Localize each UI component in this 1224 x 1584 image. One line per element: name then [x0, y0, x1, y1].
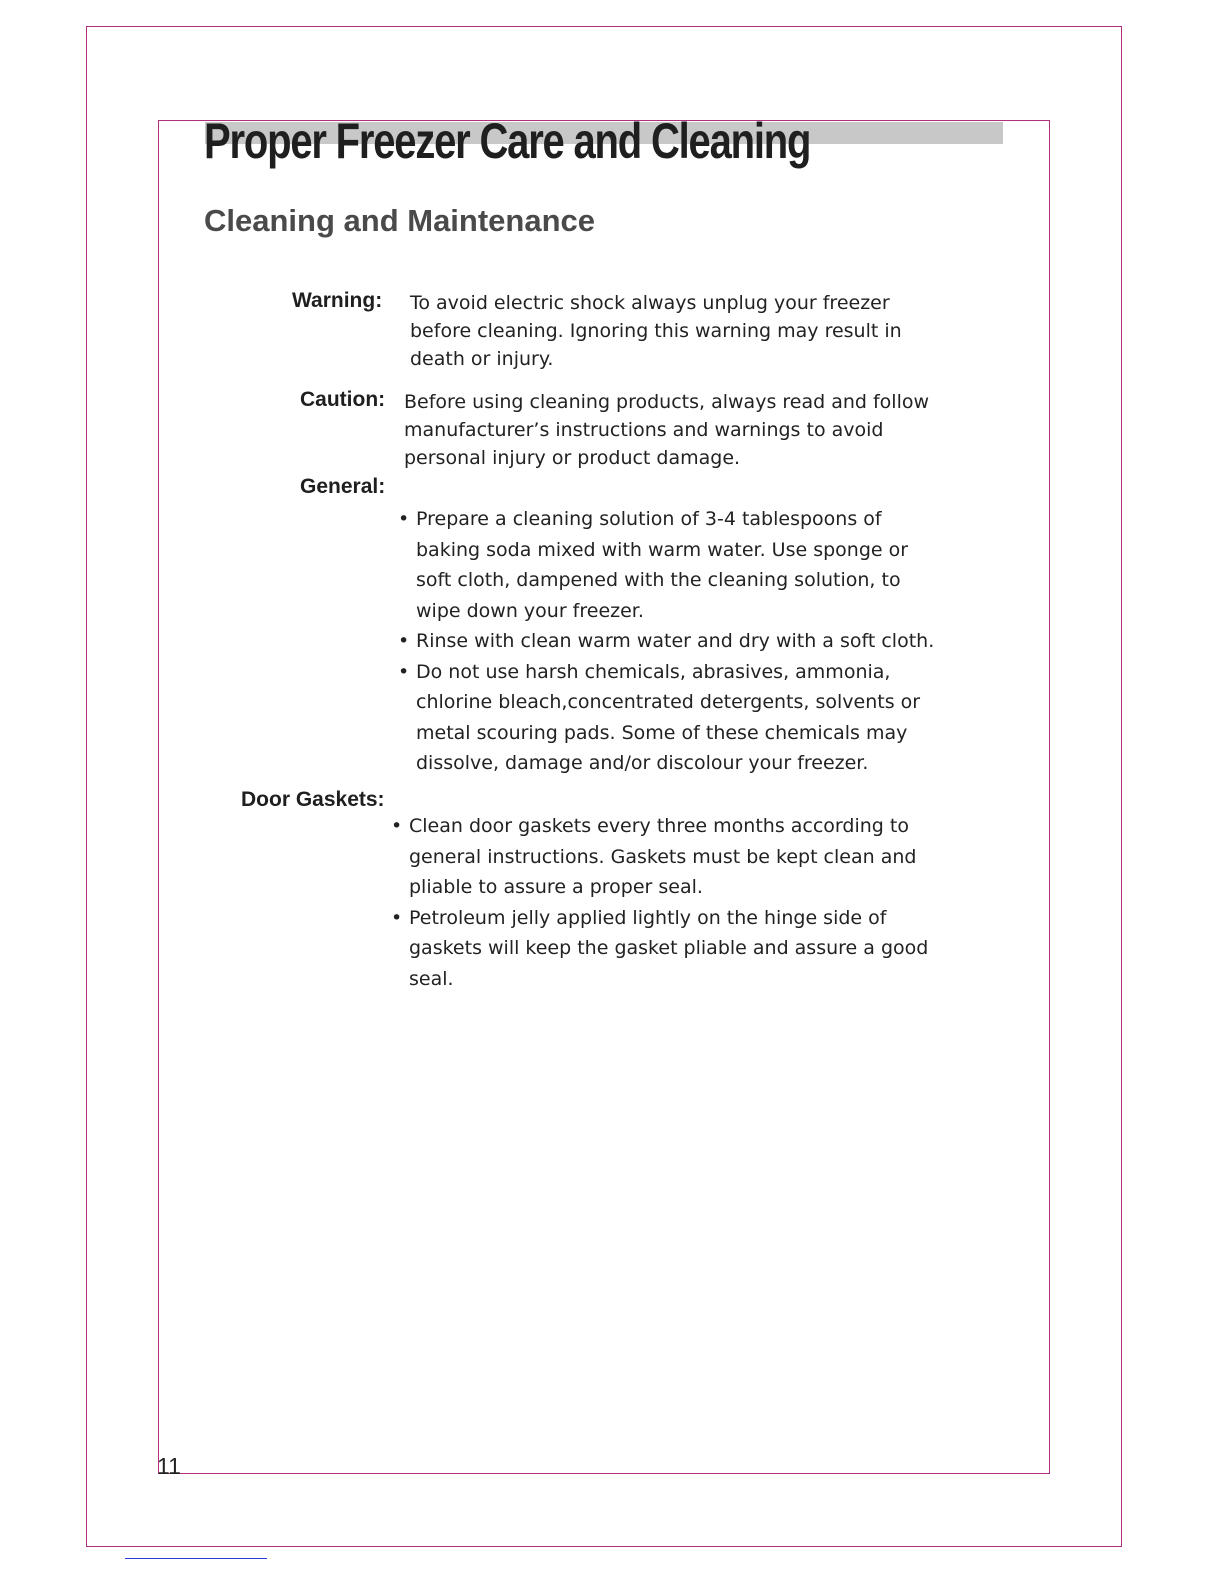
page-title: Proper Freezer Care and Cleaning [204, 113, 811, 169]
caution-text: Before using cleaning products, always read and follow manufacturer’s instructions and warnings to avoid personal injury or product damage. [404, 391, 930, 469]
list-item-text: Clean door gaskets every three months according to general instructions. Gaskets must be kept clean and pliable to assure a proper seal. [409, 815, 917, 898]
footer-divider [125, 1558, 267, 1559]
list-item-text: Rinse with clean warm water and dry with a soft cloth. [416, 630, 935, 652]
general-list [398, 504, 943, 779]
warning-text: To avoid electric shock always unplug your freezer before cleaning. Ignoring this warning may result in death or injury. [410, 292, 902, 370]
list-item [398, 626, 943, 657]
warning-label: Warning: [292, 289, 383, 312]
bullet-icon: • [391, 906, 403, 929]
list-item [391, 811, 946, 903]
door-gaskets-list [391, 811, 946, 994]
section-title: Cleaning and Maintenance [204, 203, 596, 238]
page-number: 11 [157, 1453, 181, 1479]
list-item [398, 504, 943, 626]
list-item [398, 657, 943, 779]
list-item-text: Petroleum jelly applied lightly on the hinge side of gaskets will keep the gasket pliable and assure a good seal. [409, 906, 929, 990]
list-item-text: Do not use harsh chemicals, abrasives, ammonia, chlorine bleach,concentrated detergents, solvents or metal scouring pads. Some of these chemicals may dissolve, damage and/or discolour your freezer. [416, 660, 921, 774]
door-gaskets-label: Door Gaskets: [241, 788, 385, 811]
bullet-icon: • [391, 815, 403, 837]
bullet-icon: • [398, 508, 410, 530]
bullet-icon: • [398, 660, 410, 683]
caution-label: Caution: [300, 388, 386, 411]
list-item [391, 903, 946, 995]
bullet-icon: • [398, 630, 410, 652]
list-item-text: Prepare a cleaning solution of 3-4 tablespoons of baking soda mixed with warm water. Use sponge or soft cloth, dampened with the cleaning solution, to wipe down your freezer. [416, 508, 909, 622]
general-label: General: [300, 475, 386, 498]
